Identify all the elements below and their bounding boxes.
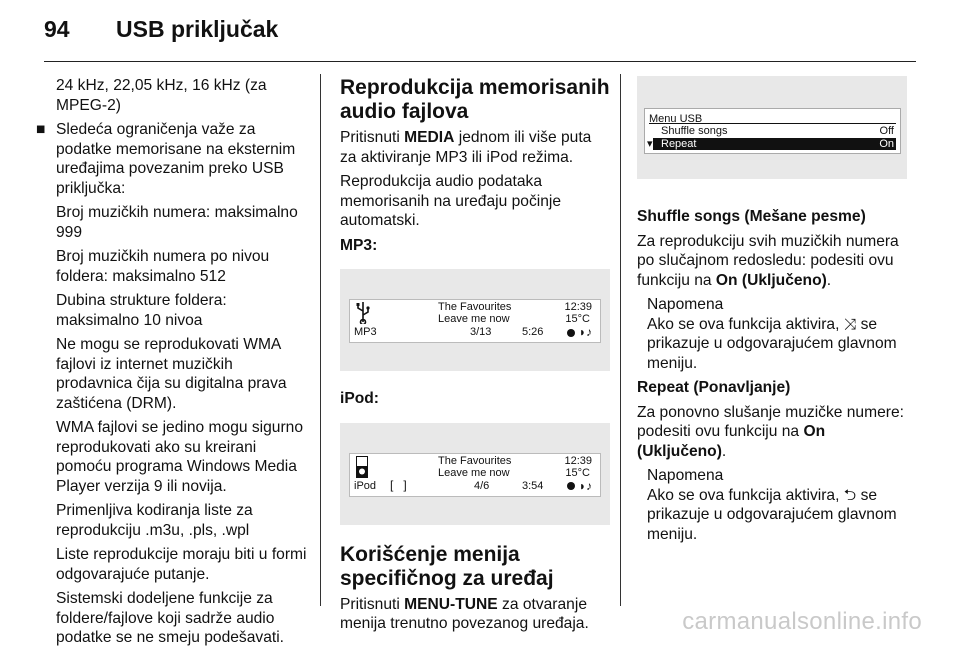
bullet-restrictions	[36, 120, 308, 198]
page-header	[0, 0, 960, 62]
mp3-label: MP3:	[340, 236, 378, 254]
selection-arrow-icon: ▾	[647, 138, 653, 150]
source-mode: MP3	[354, 326, 377, 338]
watermark: carmanualsonline.info	[682, 608, 922, 635]
menu-row-repeat	[649, 138, 896, 150]
paragraph-sample-rates: 24 kHz, 22,05 kHz, 16 kHz (za MPEG-2)	[56, 77, 267, 114]
shuffle-heading: Shuffle songs (Mešane pesme)	[637, 208, 866, 225]
menu-row-label: Shuffle songs	[661, 125, 728, 137]
menu-row-value: On	[879, 138, 894, 150]
list-item: Broj muzičkih numera: maksimalno 999	[56, 204, 298, 241]
usb-menu-lcd	[644, 108, 901, 154]
temperature: 15°C	[565, 313, 590, 325]
media-key: MEDIA	[404, 129, 455, 146]
note-heading: Napomena	[647, 467, 724, 484]
page-number: 94	[44, 16, 70, 42]
bullet-square-icon: ■	[36, 121, 46, 138]
mp3-lcd	[349, 299, 601, 343]
list-item: Liste reprodukcije moraju biti u formi odgovarajuće putanje.	[56, 546, 307, 583]
temperature: 15°C	[565, 466, 590, 479]
list-item: Primenljiva kodiranja liste za reprodukciju .m3u, .pls, .wpl	[56, 502, 253, 539]
menu-title: Menu USB	[649, 113, 703, 125]
header-rule	[44, 61, 916, 62]
section-heading-device-menu: Korišćenje menija specifičnog za uređaj	[340, 542, 554, 590]
track-artist: Leave me now	[438, 466, 510, 479]
column-2	[340, 76, 610, 639]
progress-brackets: [ ]	[390, 477, 407, 492]
traffic-icon: ◗	[578, 325, 586, 339]
menu-title-rule	[649, 123, 896, 124]
elapsed-time: 5:26	[522, 326, 544, 338]
track-number: 4/6	[474, 479, 490, 492]
paragraph-shuffle: Za reprodukciju svih muzičkih numera po slučajnom redosledu: podesiti ovu funkciju na On (Uključeno).	[637, 232, 899, 289]
track-title: The Favourites	[438, 454, 512, 467]
ipod-lcd	[349, 453, 601, 497]
paragraph-menu-tune: Pritisnuti MENU-TUNE za otvaranje menija trenutno povezanog uređaja.	[340, 595, 589, 632]
column-divider-2	[620, 74, 621, 606]
list-item: Ne mogu se reprodukovati WMA fajlovi iz internet muzičkih prodavnica čija su digitalna prava zaštićena (DRM).	[56, 336, 287, 412]
paragraph-autoplay: Reprodukcija audio podataka memorisanih na uređaju počinje automatski.	[340, 173, 562, 229]
menu-row-shuffle	[649, 125, 896, 137]
column-divider-1	[320, 74, 321, 606]
status-icons	[567, 480, 592, 493]
paragraph-repeat: Za ponovno slušanje muzičke numere: podesiti ovu funkciju na On (Uključeno).	[637, 403, 904, 460]
clock: 12:39	[564, 454, 592, 467]
menu-row-value: Off	[879, 125, 894, 137]
track-title: The Favourites	[438, 301, 512, 313]
usb-menu-display-image	[637, 76, 907, 179]
list-item: Broj muzičkih numera po nivou foldera: maksimalno 512	[56, 248, 270, 285]
ipod-display-image	[340, 423, 610, 525]
elapsed-time: 3:54	[522, 479, 544, 492]
repeat-icon: ⮌	[843, 486, 857, 504]
repeat-heading: Repeat (Ponavljanje)	[637, 379, 791, 396]
on-value: On (Uključeno)	[715, 271, 827, 289]
list-item: Dubina strukture foldera: maksimalno 10 nivoa	[56, 292, 227, 329]
note-heading: Napomena	[647, 296, 724, 313]
cd-icon	[567, 329, 575, 337]
ipod-icon	[356, 456, 368, 478]
column-1	[36, 76, 308, 653]
paragraph-media: Pritisnuti MEDIA jednom ili više puta za aktiviranje MP3 ili iPod režima.	[340, 129, 592, 166]
source-mode: iPod	[354, 479, 377, 492]
menu-tune-key: MENU-TUNE	[404, 595, 498, 613]
usb-icon	[356, 302, 370, 324]
status-icons	[567, 326, 592, 339]
shuffle-icon: ⤨	[843, 315, 857, 333]
track-artist: Leave me now	[438, 313, 510, 325]
list-item: Sistemski dodeljene funkcije za foldere/fajlove koji sadrže audio podatke se ne smeju podešavati.	[56, 590, 284, 646]
page-title: USB priključak	[116, 16, 279, 42]
traffic-icon: ◗	[578, 478, 586, 493]
music-note-icon: ♪	[586, 478, 592, 493]
note-shuffle: Napomena Ako se ova funkcija aktivira, ⤨ se prikazuje u odgovarajućem glavnom meniju.	[637, 295, 907, 373]
on-value: On (Uključeno)	[637, 423, 826, 460]
section-heading-playback: Reprodukcija memorisanih audio fajlova	[340, 76, 610, 123]
mp3-display-image	[340, 269, 610, 371]
menu-row-label: Repeat	[661, 138, 697, 150]
column-3	[637, 76, 907, 549]
clock: 12:39	[564, 301, 592, 313]
list-item: WMA fajlovi se jedino mogu sigurno reprodukovati ako su kreirani pomoću programa Windows Media Player verzija 9 ili novija.	[56, 419, 304, 495]
bullet-text: Sledeća ograničenja važe za podatke memorisane na eksternim uređajima povezanim preko USB priključka:	[56, 121, 296, 197]
music-note-icon: ♪	[586, 325, 592, 339]
track-number: 3/13	[470, 326, 492, 338]
note-repeat: Napomena Ako se ova funkcija aktivira, ⮌ se prikazuje u odgovarajućem glavnom meniju.	[637, 466, 907, 544]
ipod-label: iPod:	[340, 390, 379, 407]
cd-icon	[567, 482, 575, 490]
